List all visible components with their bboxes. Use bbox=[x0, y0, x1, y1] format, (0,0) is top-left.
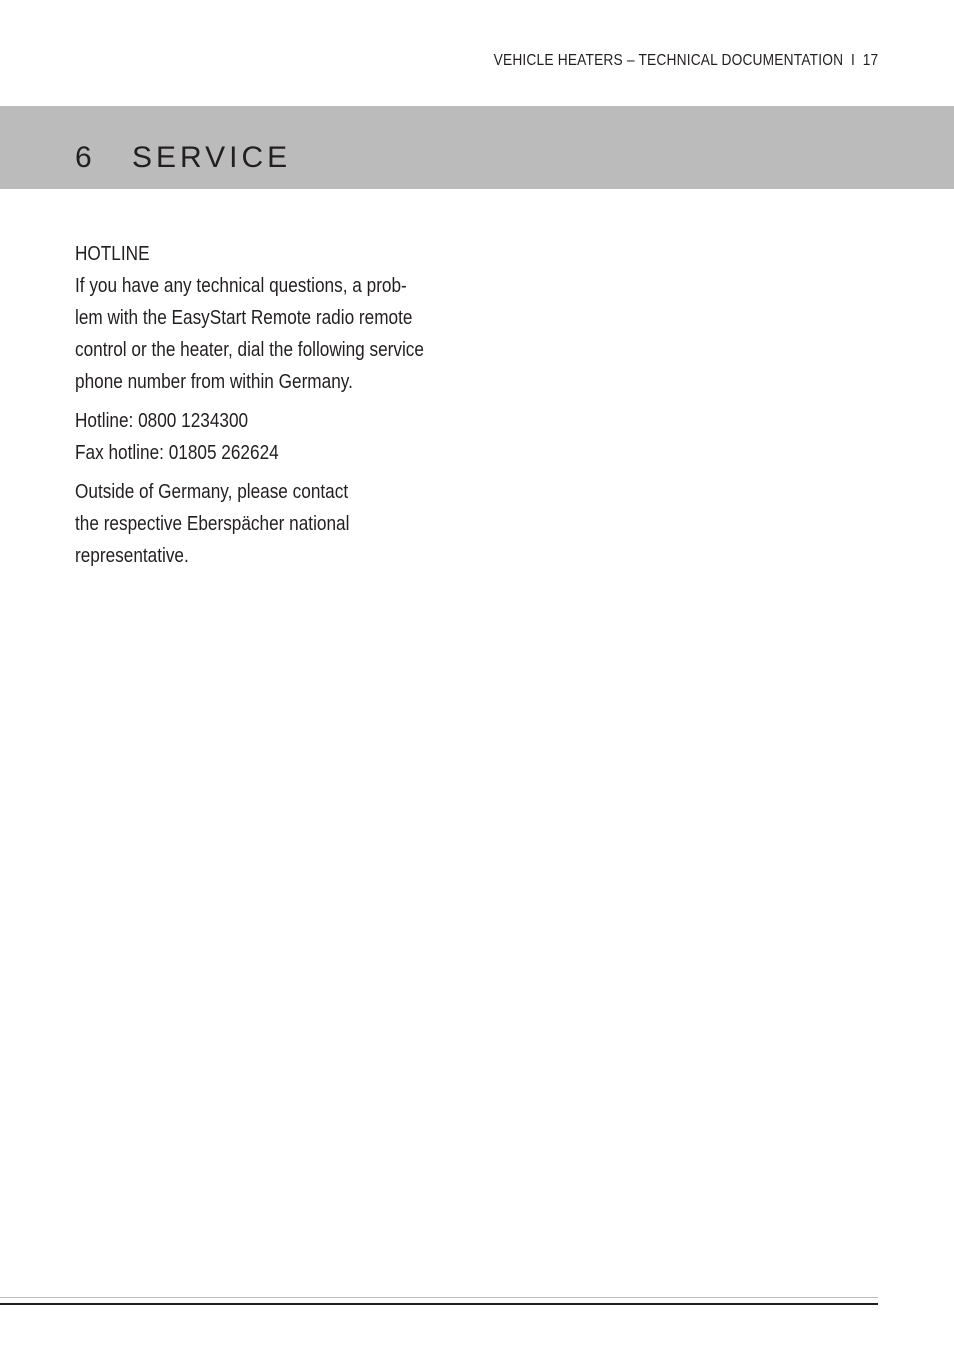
contact-numbers bbox=[75, 405, 471, 469]
intro-line: control or the heater, dial the following service bbox=[75, 339, 424, 361]
page-number: 17 bbox=[862, 52, 878, 69]
footer-rule-thick bbox=[0, 1303, 878, 1305]
intro-paragraph bbox=[75, 270, 471, 398]
intro-line: If you have any technical questions, a prob- bbox=[75, 275, 407, 297]
hotline-number: Hotline: 0800 1234300 bbox=[75, 410, 249, 432]
outside-line: the respective Eberspächer national bbox=[75, 513, 350, 535]
intro-line: lem with the EasyStart Remote radio remote bbox=[75, 307, 413, 329]
footer-rule-thin bbox=[0, 1297, 878, 1298]
outside-germany-paragraph bbox=[75, 476, 471, 572]
running-header bbox=[493, 52, 878, 70]
running-title: VEHICLE HEATERS – TECHNICAL DOCUMENTATION bbox=[493, 52, 843, 69]
outside-line: representative. bbox=[75, 545, 189, 567]
section-heading: HOTLINE bbox=[75, 243, 150, 265]
fax-hotline-number: Fax hotline: 01805 262624 bbox=[75, 442, 279, 464]
outside-line: Outside of Germany, please contact bbox=[75, 481, 349, 503]
body-text bbox=[75, 238, 471, 579]
chapter-title: SERVICE bbox=[132, 141, 292, 174]
intro-line: phone number from within Germany. bbox=[75, 371, 353, 393]
header-separator: I bbox=[850, 52, 855, 69]
chapter-number: 6 bbox=[75, 141, 95, 174]
